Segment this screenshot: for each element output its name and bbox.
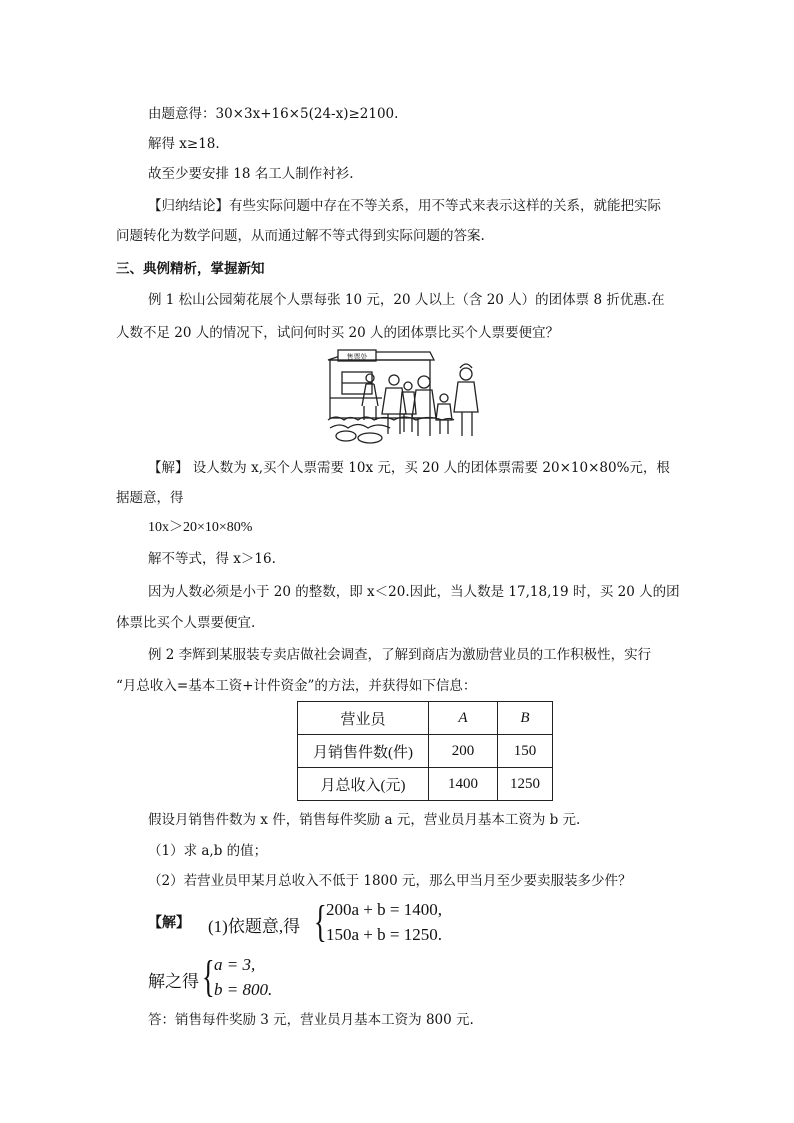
text-line: 【解】 设人数为 x,买个人票需要 10x 元，买 20 人的团体票需要 20×10×80%元，根 bbox=[148, 460, 670, 476]
text-line: 解得 x≥18. bbox=[148, 136, 220, 152]
answer-line: 答：销售每件奖励 3 元，营业员月基本工资为 800 元. bbox=[148, 1012, 474, 1028]
equation: a = 3, bbox=[214, 955, 256, 974]
table-cell: 200 bbox=[429, 735, 498, 768]
equation: 150a + b = 1250. bbox=[326, 925, 442, 944]
text-line: 故至少要安排 18 名工人制作衬衫. bbox=[148, 166, 354, 182]
text-line: 【归纳结论】有些实际问题中存在不等关系，用不等式来表示这样的关系，就能把实际 bbox=[148, 198, 661, 214]
table-header-cell: 营业员 bbox=[298, 702, 429, 735]
text-line: 解不等式，得 x＞16. bbox=[148, 551, 276, 567]
solution-system-1 bbox=[148, 897, 468, 950]
equation: 200a + b = 1400, bbox=[326, 900, 442, 919]
table-cell: 1400 bbox=[429, 768, 498, 801]
text-line: 据题意，得 bbox=[116, 490, 184, 506]
text-line: 例 2 李辉到某服装专卖店做社会调查，了解到商店为激励营业员的工作积极性，实行 bbox=[148, 647, 652, 663]
solution-system-2 bbox=[148, 952, 348, 1005]
ticket-office-illustration bbox=[326, 348, 480, 446]
text-line: 假设月销售件数为 x 件，销售每件奖励 a 元，营业员月基本工资为 b 元. bbox=[148, 812, 581, 828]
equation: b = 800. bbox=[214, 980, 273, 999]
table-row bbox=[298, 768, 553, 801]
table-cell: 150 bbox=[498, 735, 553, 768]
solution-intro: (1)依题意,得 bbox=[208, 917, 301, 936]
table-cell: 月销售件数(件) bbox=[298, 735, 429, 768]
text-line: （1）求 a,b 的值； bbox=[148, 843, 268, 859]
table-header-cell: A bbox=[429, 702, 498, 735]
ticket-office-drawing bbox=[326, 348, 480, 446]
sign-text: 售票处 bbox=[346, 353, 368, 361]
inequality: 10x＞20×10×80% bbox=[148, 520, 253, 535]
section-heading: 三、典例精析，掌握新知 bbox=[116, 261, 265, 277]
text-line: 体票比买个人票要便宜. bbox=[116, 615, 256, 631]
table-row bbox=[298, 735, 553, 768]
text-line: 例 1 松山公园菊花展个人票每张 10 元，20 人以上（含 20 人）的团体票 8 折优惠.在 bbox=[148, 292, 665, 308]
solution-intro: 解之得 bbox=[148, 972, 199, 991]
text-line: 问题转化为数学问题，从而通过解不等式得到实际问题的答案. bbox=[116, 228, 485, 244]
table-header-cell: B bbox=[498, 702, 553, 735]
text-line: 人数不足 20 人的情况下，试问何时买 20 人的团体票比买个人票要便宜？ bbox=[116, 325, 560, 341]
text-line: 因为人数必须是小于 20 的整数，即 x＜20.因此，当人数是 17,18,19 时，买 20 人的团 bbox=[148, 584, 680, 600]
table-header-row bbox=[298, 702, 553, 735]
text-line: 由题意得：30×3x+16×5(24-x)≥2100. bbox=[148, 106, 399, 122]
text-line: “月总收入=基本工资+计件资金”的方法，并获得如下信息： bbox=[116, 678, 477, 694]
info-table bbox=[297, 701, 553, 801]
solution-label: 【解】 bbox=[148, 915, 190, 931]
left-brace: { bbox=[314, 897, 327, 946]
left-brace: { bbox=[202, 952, 215, 1001]
table-cell: 1250 bbox=[498, 768, 553, 801]
table-cell: 月总收入(元) bbox=[298, 768, 429, 801]
text-line: （2）若营业员甲某月总收入不低于 1800 元，那么甲当月至少要卖服装多少件？ bbox=[148, 873, 632, 889]
